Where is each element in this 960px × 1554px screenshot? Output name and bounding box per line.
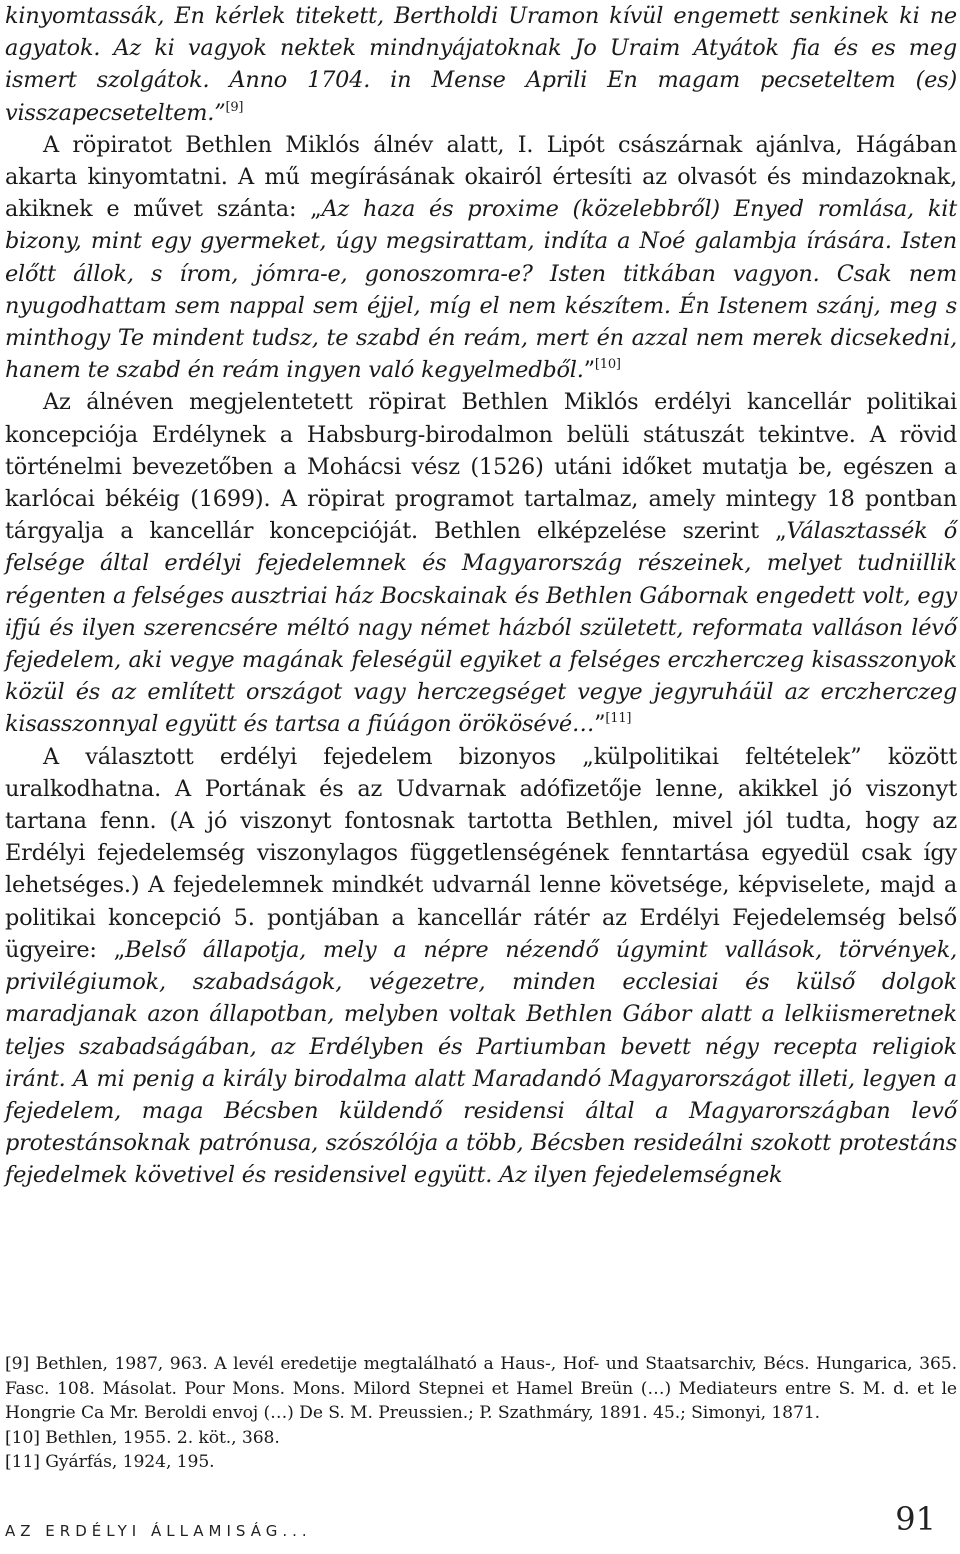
paragraph (5, 741, 957, 1192)
main-text (5, 0, 957, 1192)
text-run: A választott erdélyi fejedelem bizonyos „külpolitikai feltételek” között uralkodhatna. A Portának és az Udvarnak adófizetője lenne, akikkel jó viszonyt tartana fenn. (A jó viszonyt fontosnak tartotta Bethlen, mivel jól tudta, hogy az Erdélyi fejedelemség viszonylagos függetlenségének fenntartása egyedül csak így lehetséges.) A fejedelemnek mindkét udvarnál lenne követsége, képviselete, majd a politikai koncepció 5. pontjában a kancellár rátér az Erdélyi Fejedelemség belső ügyeire: „ (5, 743, 957, 963)
text-run: ” (594, 711, 606, 738)
quote-text: Belső állapotja, mely a népre nézendő úgymint vallások, törvények, privilégiumok, szabadságok, végezetre, minden ecclesiai és külső dolgok maradjanak azon állapotban, melyben voltak Bethlen Gábor alatt a lelkiismeretnek teljes szabadságában, az Erdélyben és Partiumban bevett négy recepta religiok iránt. A mi penig a király birodalma alatt Maradandó Magyarországot illeti, legyen a fejedelem, maga Bécsben küldendő residensi által a Magyarországban levő protestánsoknak patrónusa, szószólója a több, Bécsben resideálni szokott protestáns fejedelmek követivel és residensivel együtt. Az ilyen fejedelemségnek (5, 936, 957, 1189)
paragraph (5, 386, 957, 740)
footnote: [9] Bethlen, 1987, 963. A levél eredetije megtalálható a Haus-, Hof- und Staatsarchiv, Bécs. Hungarica, 365. Fasc. 108. Másolat. Pour Mons. Mons. Milord Stepnei et Hamel Breün (…) Mediateurs entre S. M. d. et le Hongrie Ca Mr. Beroldi envoj (…) De S. M. Preussien.; P. Szathmáry, 1891. 45.; Simonyi, 1871. (5, 1354, 957, 1424)
footnote-ref: [11] (605, 711, 632, 727)
text-run: Az álnéven megjelentetett röpirat Bethlen Miklós erdélyi kancellár politikai koncepciója Erdélynek a Habsburg-birodalmon belüli státuszát tekintve. A rövid történelmi bevezetőben a Mohácsi vész (1526) utáni időket mutatja be, egészen a karlócai békéig (1699). A röpirat programot tartalmaz, amely mintegy 18 pontban tárgyalja a kancellár koncepcióját. Bethlen elképzelése szerint „ (5, 389, 957, 545)
page-number: 91 (895, 1500, 936, 1538)
paragraph (5, 0, 957, 129)
footnote-ref: [9] (225, 99, 244, 115)
running-title: AZ ERDÉLYI ÁLLAMISÁG... (5, 1522, 312, 1540)
text-run: A röpiratot Bethlen Miklós álnév alatt, I. Lipót császárnak ajánlva, Hágában akarta kinyomtatni. A mű megírásának okairól értesíti az olvasót és mindazoknak, akiknek e művet szánta: „ (5, 131, 957, 223)
footnote: [11] Gyárfás, 1924, 195. (5, 1452, 215, 1473)
paragraph (5, 129, 957, 387)
footnote-ref: [10] (594, 357, 621, 373)
footnote: [10] Bethlen, 1955. 2. köt., 368. (5, 1427, 280, 1448)
quote-text: Választassék ő felsége által erdélyi fejedelemnek és Magyarország részeinek, melyet tudniillik régenten a felséges ausztriai ház Bocskainak és Bethlen Gábornak engedett volt, egy ifjú és ilyen szerencsére méltó nagy német házból született, reformata valláson lévő fejedelem, aki vegye magának feleségül egyiket a felséges erczherczeg kisasszonyok közül és az említett országot vagy herczegséget vegye jegyruháül az erczherczeg kisasszonnyal együtt és tartsa a fiúágon örökösévé… (5, 518, 957, 738)
text-run: ” (583, 357, 595, 384)
footnotes (5, 1352, 957, 1475)
quote-text: Az haza és proxime (közelebbről) Enyed romlása, kit bizony, mint egy gyermeket, úgy megsirattam, indíta a Noé galambja írására. Isten előtt állok, s írom, jómra-e, gonoszomra-e? Isten titkában vagyon. Csak nem nyugodhattam sem nappal sem éjjel, míg el nem készítem. Én Istenem szánj, meg s minthogy Te mindent tudsz, te szabd én reám, mert én azzal nem merek dicsekedni, hanem te szabd én reám ingyen való kegyelmedből. (5, 196, 957, 384)
page-body (5, 0, 957, 1192)
quote-text: kinyomtassák, En kérlek titekett, Bertholdi Uramon kívül engemett senkinek ki ne agyatok. Az ki vagyok nektek mindnyájatoknak Jo Uraim Atyátok fia és es meg ismert szolgátok. Anno 1704. in Mense Aprili En magam pecseteltem (es) visszapecseteltem.” (5, 3, 957, 126)
